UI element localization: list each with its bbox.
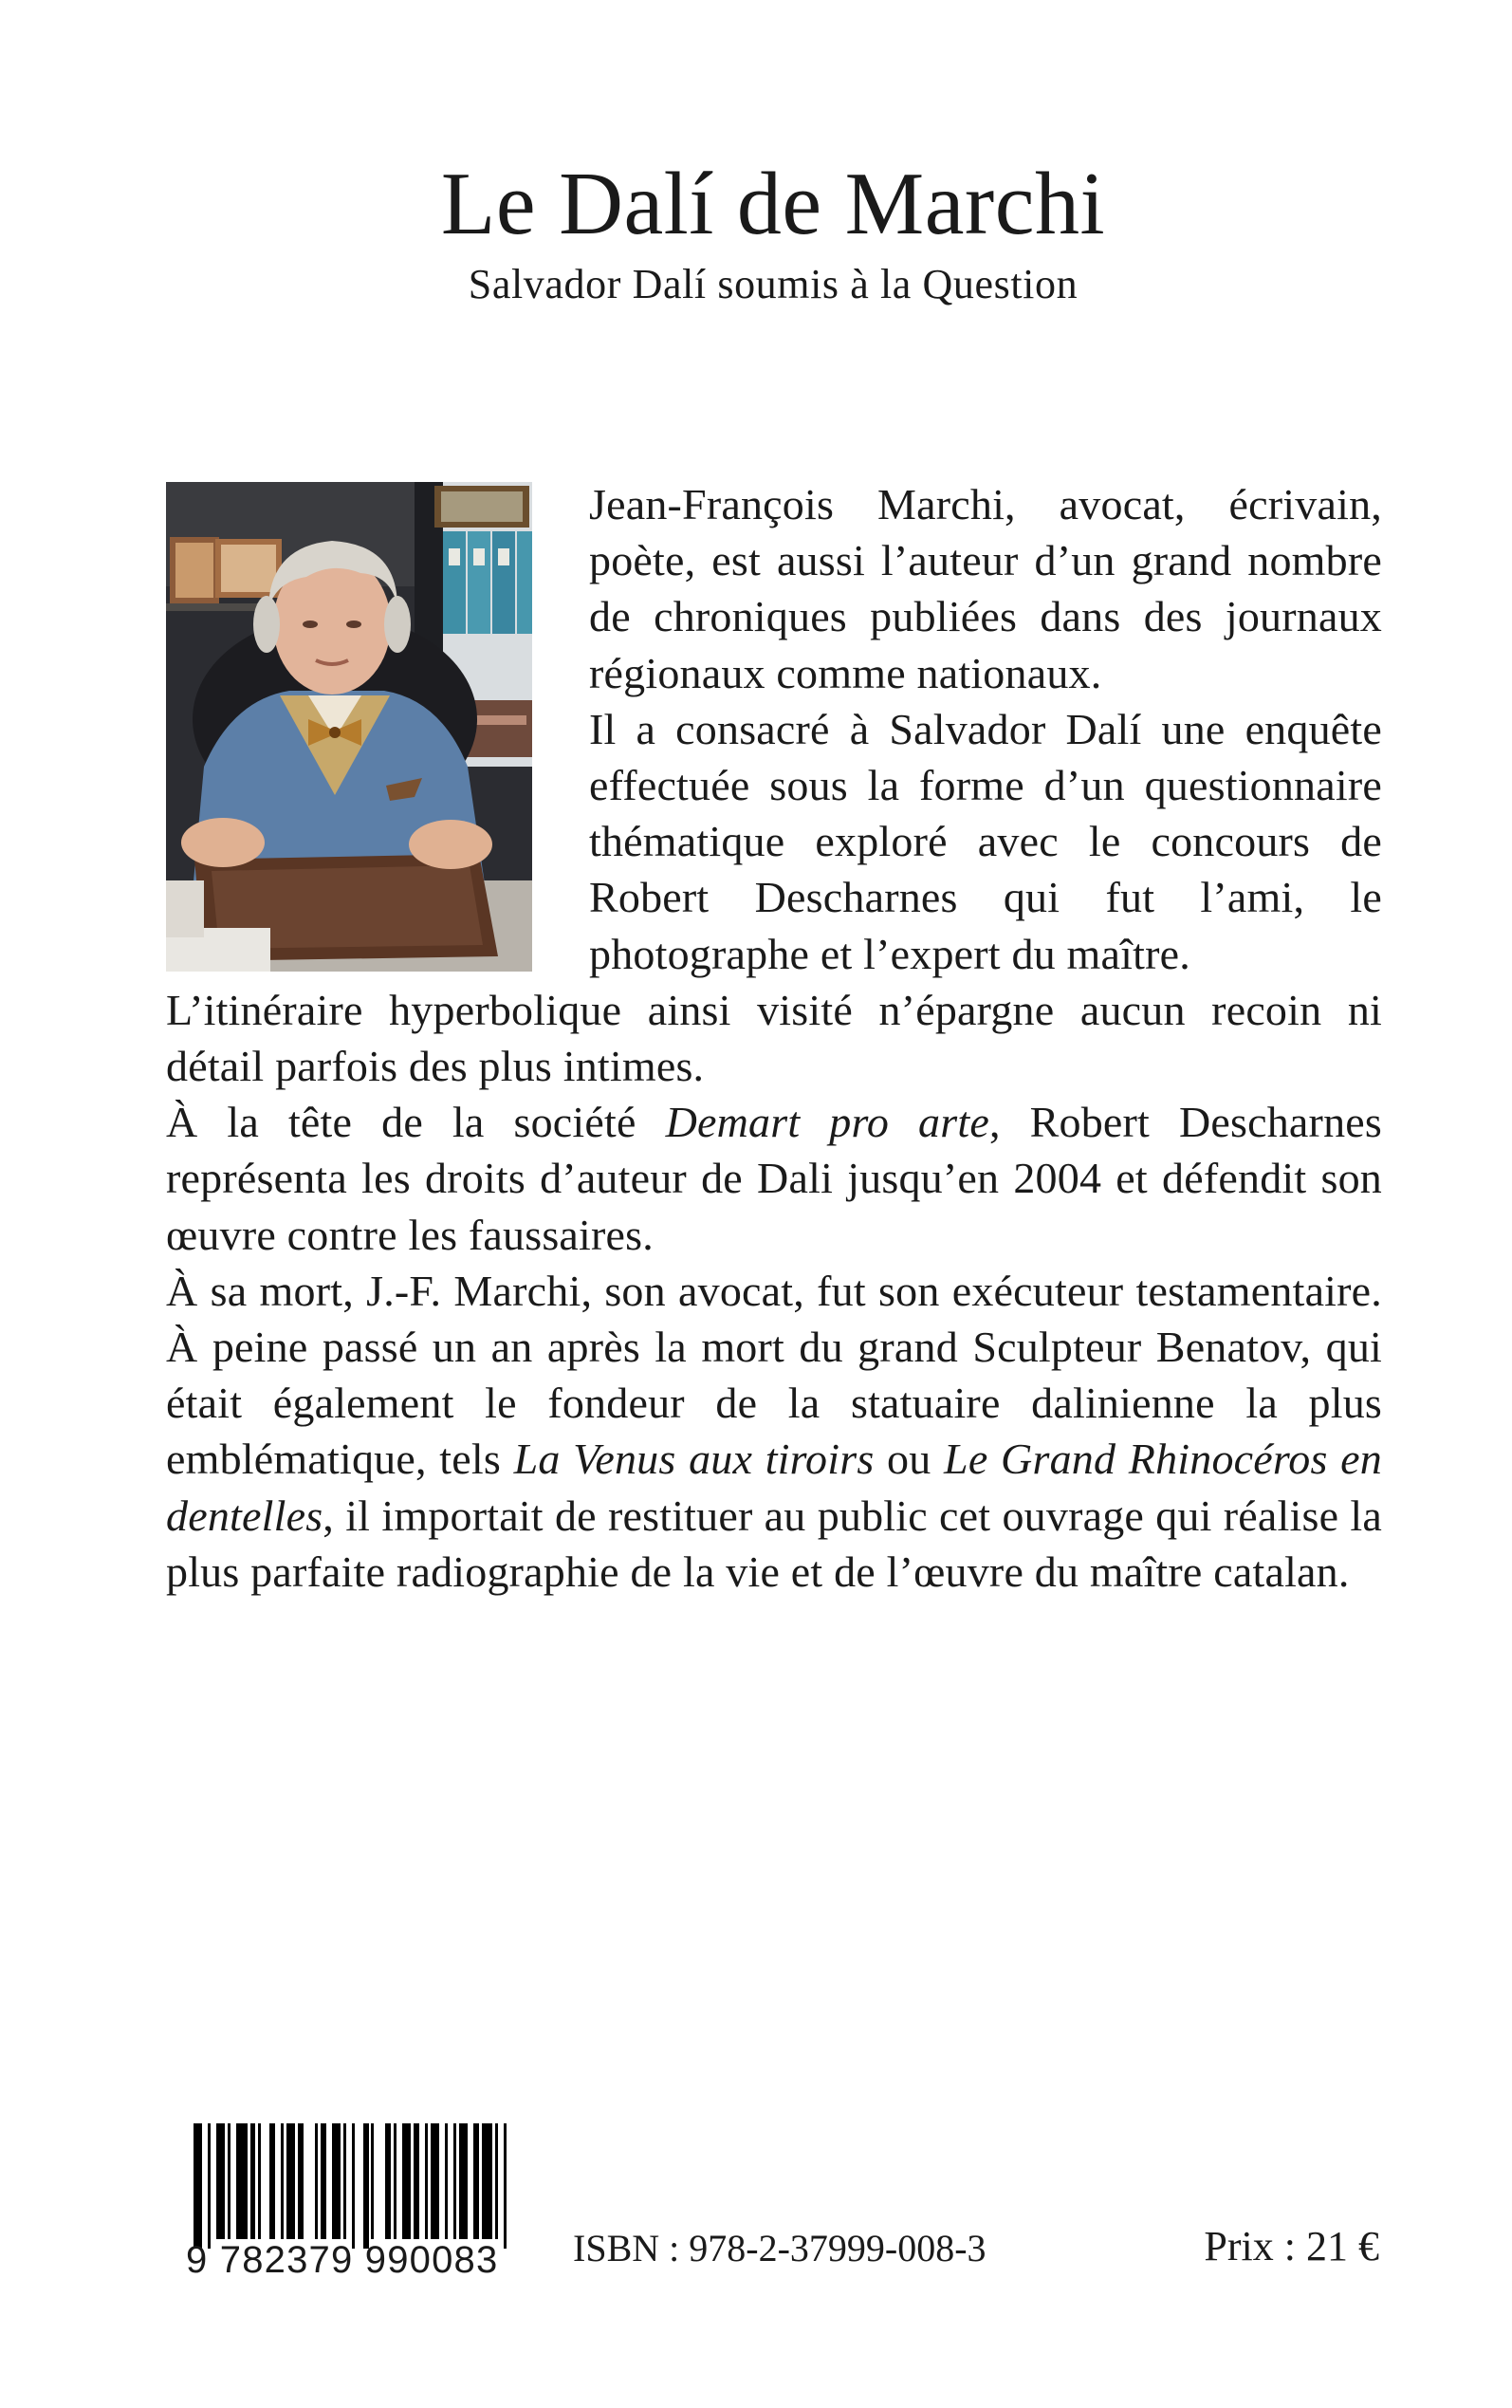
blurb-paragraph-4	[166, 1094, 1382, 1263]
barcode-bar	[332, 2123, 341, 2239]
barcode-bar	[402, 2123, 411, 2239]
author-photo	[166, 482, 532, 972]
barcode-gap	[507, 2123, 515, 2249]
book-subtitle: Salvador Dalí soumis à la Question	[468, 261, 1079, 307]
barcode-gap	[355, 2123, 363, 2249]
blurb-p4-part-a: À la tête de la société	[166, 1098, 666, 1147]
barcode-bar	[459, 2123, 468, 2239]
artwork-title-1: La Venus aux tiroirs	[513, 1435, 875, 1484]
isbn-label: ISBN : 978-2-37999-008-3	[573, 2227, 986, 2269]
company-name: Demart pro arte	[665, 1098, 989, 1147]
barcode-gap	[374, 2123, 385, 2239]
barcode	[186, 2123, 518, 2285]
barcode-bar	[216, 2123, 225, 2239]
blurb-paragraph-5	[166, 1263, 1382, 1600]
blurb-p4-part-b: , Robert Descharnes représenta les droits d’auteur de Dali jusqu’en 2004 et défendit son œuvre contre les faussaires.	[166, 1098, 1382, 1259]
barcode-bar	[236, 2123, 248, 2239]
barcode-gap	[304, 2123, 315, 2239]
blurb-paragraph-3: L’itinéraire hyperbolique ainsi visité n’épargne aucun recoin ni détail parfois des plus intimes.	[166, 985, 1382, 1091]
blurb-paragraph-1: Jean-François Marchi, avocat, écrivain, poète, est aussi l’auteur d’un grand nombre de chroniques publiées dans des journaux régionaux comme nationaux.	[589, 480, 1382, 697]
barcode-bar	[286, 2123, 295, 2239]
blurb-p5-part-c: , il importait de restituer au public cet ouvrage qui réalise la plus parfaite radiographie de la vie et de l’œuvre du maître catalan.	[166, 1491, 1382, 1596]
price-label: Prix : 21 €	[1204, 2223, 1379, 2269]
blurb-p5-part-b: ou	[874, 1435, 945, 1484]
barcode-bar	[194, 2123, 202, 2249]
back-cover-blurb	[166, 476, 1382, 1600]
blurb-paragraph-2: Il a consacré à Salvador Dalí une enquête effectuée sous la forme d’un questionnaire thématique exploré avec le concours de Robert Descharnes qui fut l’ami, le photographe et l’expert du maître.	[589, 704, 1382, 978]
barcode-digits: 9 782379 990083	[186, 2239, 499, 2281]
barcode-bar	[431, 2123, 439, 2239]
barcode-gap	[261, 2123, 269, 2239]
book-title: Le Dalí de Marchi	[440, 155, 1106, 253]
blurb-p5-part-a: À sa mort, J.-F. Marchi, son avocat, fut son exécuteur testamentaire. À peine passé un an après la mort du grand Sculpteur Benatov, qui était également le fondeur de la statuaire dalinienne la plus emblématique, tels	[166, 1266, 1382, 1484]
artwork-title-2: Le Grand Rhinocéros en dentelles	[166, 1435, 1383, 1540]
barcode-bar	[482, 2123, 493, 2239]
barcode-bars	[194, 2123, 516, 2239]
